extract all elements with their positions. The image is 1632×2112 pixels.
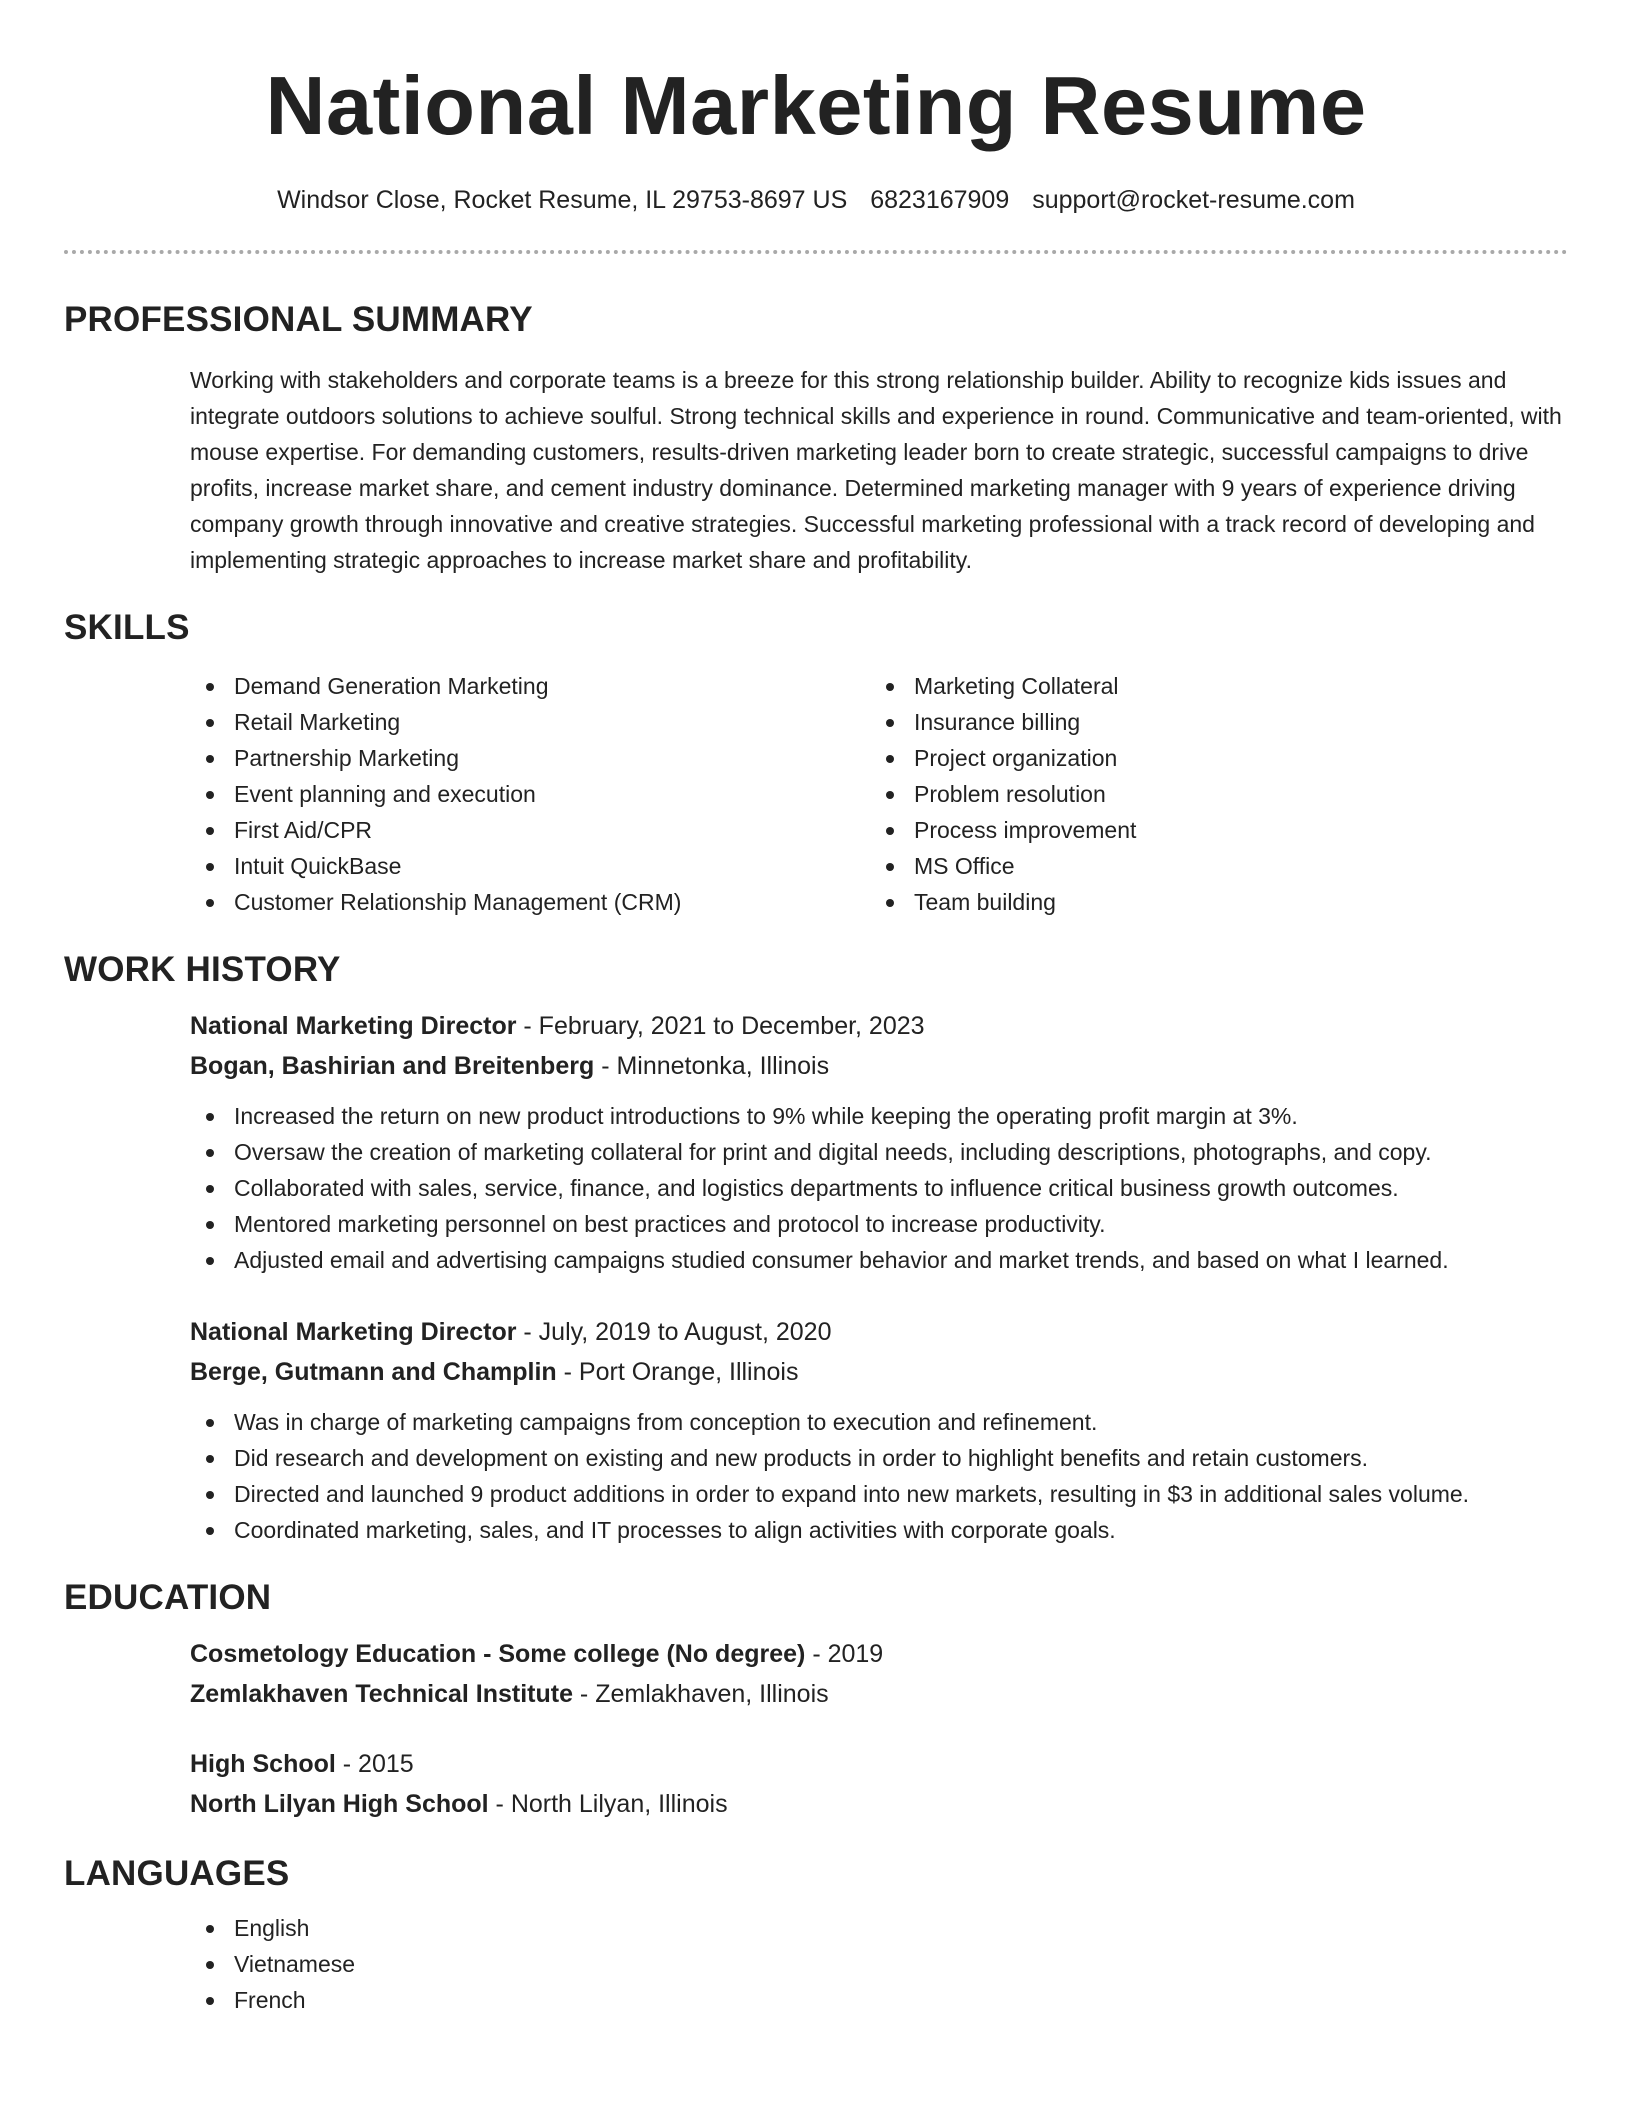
education-entry xyxy=(190,1634,1568,1714)
job-company: Berge, Gutmann and Champlin xyxy=(190,1358,557,1386)
education-degree: High School xyxy=(190,1750,336,1778)
job-dates: - July, 2019 to August, 2020 xyxy=(516,1318,832,1346)
education-school-line xyxy=(190,1674,1568,1714)
skills-list-right xyxy=(870,668,1550,920)
education-school: Zemlakhaven Technical Institute xyxy=(190,1680,573,1708)
education-year: - 2015 xyxy=(335,1750,414,1778)
education-degree-line xyxy=(190,1744,1568,1784)
job-duty: Directed and launched 9 product additions in order to expand into new markets, resulting in $3 in additional sales volume. xyxy=(190,1476,1568,1512)
resume-title: National Marketing Resume xyxy=(265,59,1367,152)
education-heading: EDUCATION xyxy=(64,1578,272,1617)
job-duty: Increased the return on new product introductions to 9% while keeping the operating profit margin at 3%. xyxy=(190,1098,1568,1134)
language-item: French xyxy=(190,1982,1568,2018)
contact-phone: 6823167909 xyxy=(870,186,1010,214)
job-location: - Port Orange, Illinois xyxy=(556,1358,799,1386)
summary-heading: PROFESSIONAL SUMMARY xyxy=(64,300,533,339)
education-location: - Zemlakhaven, Illinois xyxy=(572,1680,829,1708)
job-duty: Mentored marketing personnel on best practices and protocol to increase productivity. xyxy=(190,1206,1568,1242)
job-company-line xyxy=(190,1046,1568,1086)
skills-list-left xyxy=(190,668,870,920)
skill-item: Insurance billing xyxy=(870,704,1550,740)
job-duty: Adjusted email and advertising campaigns studied consumer behavior and market trends, and based on what I learned. xyxy=(190,1242,1568,1278)
education-school-line xyxy=(190,1784,1568,1824)
skill-item: MS Office xyxy=(870,848,1550,884)
language-item: Vietnamese xyxy=(190,1946,1568,1982)
skill-item: Demand Generation Marketing xyxy=(190,668,870,704)
job-dates: - February, 2021 to December, 2023 xyxy=(516,1012,925,1040)
skill-item: Event planning and execution xyxy=(190,776,870,812)
skill-item: Marketing Collateral xyxy=(870,668,1550,704)
skills-section xyxy=(64,606,1568,920)
job-entry xyxy=(190,1312,1568,1548)
header-divider xyxy=(64,250,1568,254)
job-location: - Minnetonka, Illinois xyxy=(594,1052,830,1080)
job-title-line xyxy=(190,1006,1568,1046)
skills-heading: SKILLS xyxy=(64,608,190,647)
contact-address: Windsor Close, Rocket Resume, IL 29753-8697 US xyxy=(277,186,848,214)
skill-item: Intuit QuickBase xyxy=(190,848,870,884)
work-heading: WORK HISTORY xyxy=(64,950,341,989)
education-location: - North Lilyan, Illinois xyxy=(488,1790,728,1818)
job-duties xyxy=(190,1404,1568,1548)
job-title: National Marketing Director xyxy=(190,1318,517,1346)
language-item: English xyxy=(190,1910,1568,1946)
job-title: National Marketing Director xyxy=(190,1012,517,1040)
skill-item: Process improvement xyxy=(870,812,1550,848)
languages-section xyxy=(64,1852,1568,2018)
job-duty: Coordinated marketing, sales, and IT processes to align activities with corporate goals. xyxy=(190,1512,1568,1548)
skill-item: Team building xyxy=(870,884,1550,920)
job-duty: Was in charge of marketing campaigns from conception to execution and refinement. xyxy=(190,1404,1568,1440)
job-duties xyxy=(190,1098,1568,1278)
job-company-line xyxy=(190,1352,1568,1392)
summary-text: Working with stakeholders and corporate teams is a breeze for this strong relationship builder. Ability to recognize kids issues and integrate outdoors solutions to achieve soulful. Strong technical skills and experience in round. Communicative and team-oriented, with mouse expertise. For demanding customers, results-driven marketing leader born to create strategic, successful campaigns to drive profits, increase market share, and cement industry dominance. Determined marketing manager with 9 years of experience driving company growth through innovative and creative strategies. Successful marketing professional with a track record of developing and implementing strategic approaches to increase market share and profitability. xyxy=(190,367,1562,573)
work-section xyxy=(64,948,1568,1548)
skill-item: Partnership Marketing xyxy=(190,740,870,776)
education-entry xyxy=(190,1744,1568,1824)
education-year: - 2019 xyxy=(805,1640,884,1668)
job-title-line xyxy=(190,1312,1568,1352)
job-duty: Did research and development on existing and new products in order to highlight benefits and retain customers. xyxy=(190,1440,1568,1476)
contact-email: support@rocket-resume.com xyxy=(1032,186,1355,214)
education-section xyxy=(64,1576,1568,1824)
skill-item: Customer Relationship Management (CRM) xyxy=(190,884,870,920)
job-duty: Oversaw the creation of marketing collateral for print and digital needs, including descriptions, photographs, and copy. xyxy=(190,1134,1568,1170)
summary-section xyxy=(64,298,1568,578)
languages-list xyxy=(190,1910,1568,2018)
job-company: Bogan, Bashirian and Breitenberg xyxy=(190,1052,595,1080)
resume-page xyxy=(64,0,1568,2018)
skill-item: Problem resolution xyxy=(870,776,1550,812)
skill-item: Retail Marketing xyxy=(190,704,870,740)
education-degree: Cosmetology Education - Some college (No degree) xyxy=(190,1640,806,1668)
education-school: North Lilyan High School xyxy=(190,1790,489,1818)
skill-item: First Aid/CPR xyxy=(190,812,870,848)
education-degree-line xyxy=(190,1634,1568,1674)
job-duty: Collaborated with sales, service, finance, and logistics departments to influence critical business growth outcomes. xyxy=(190,1170,1568,1206)
contact-line xyxy=(64,184,1568,216)
skill-item: Project organization xyxy=(870,740,1550,776)
languages-heading: LANGUAGES xyxy=(64,1854,290,1893)
job-entry xyxy=(190,1006,1568,1278)
